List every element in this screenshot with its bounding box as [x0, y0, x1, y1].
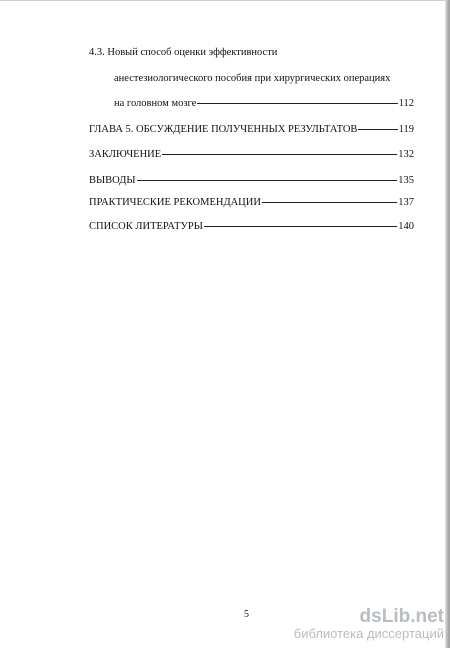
- toc-leader: [358, 129, 397, 130]
- toc-chapter-5-page: 119: [398, 124, 414, 135]
- dslib-watermark: [294, 607, 444, 641]
- toc-chapter-5-title: ГЛАВА 5. ОБСУЖДЕНИЕ ПОЛУЧЕННЫХ РЕЗУЛЬТАТОВ: [89, 124, 358, 135]
- toc-4-3-page: 112: [398, 98, 414, 109]
- toc-findings-title: ВЫВОДЫ: [89, 175, 136, 186]
- toc-4-3-line2: анестезиологического пособия при хирургических операциях: [114, 73, 391, 84]
- toc-conclusion-title: ЗАКЛЮЧЕНИЕ: [89, 149, 162, 160]
- page-number: 5: [244, 609, 249, 620]
- watermark-subtitle: библиотека диссертаций: [293, 626, 444, 641]
- toc-entry-4-3: [114, 97, 414, 110]
- toc-recommendations-page: 137: [398, 197, 414, 208]
- watermark-logo: dsLib.net: [359, 606, 444, 627]
- toc-leader: [162, 154, 397, 155]
- toc-entry-chapter-5: [89, 123, 414, 136]
- toc-recommendations-title: ПРАКТИЧЕСКИЕ РЕКОМЕНДАЦИИ: [89, 197, 261, 208]
- toc-leader: [204, 226, 397, 227]
- toc-4-3-line1: 4.3. Новый способ оценки эффективности: [89, 47, 278, 58]
- toc-entry-references: [89, 220, 414, 233]
- toc-entry-findings: [89, 174, 414, 187]
- toc-conclusion-page: 132: [398, 149, 414, 160]
- page-top-edge: [0, 0, 450, 1]
- toc-findings-page: 135: [398, 175, 414, 186]
- toc-references-page: 140: [398, 221, 414, 232]
- toc-references-title: СПИСОК ЛИТЕРАТУРЫ: [89, 221, 203, 232]
- page-right-edge-shadow: [445, 0, 450, 648]
- toc-entry-recommendations: [89, 196, 414, 209]
- toc-leader: [197, 103, 397, 104]
- toc-leader: [262, 202, 397, 203]
- toc-leader: [137, 180, 398, 181]
- toc-entry-conclusion: [89, 148, 414, 161]
- toc-4-3-line3: на головном мозге: [114, 98, 197, 109]
